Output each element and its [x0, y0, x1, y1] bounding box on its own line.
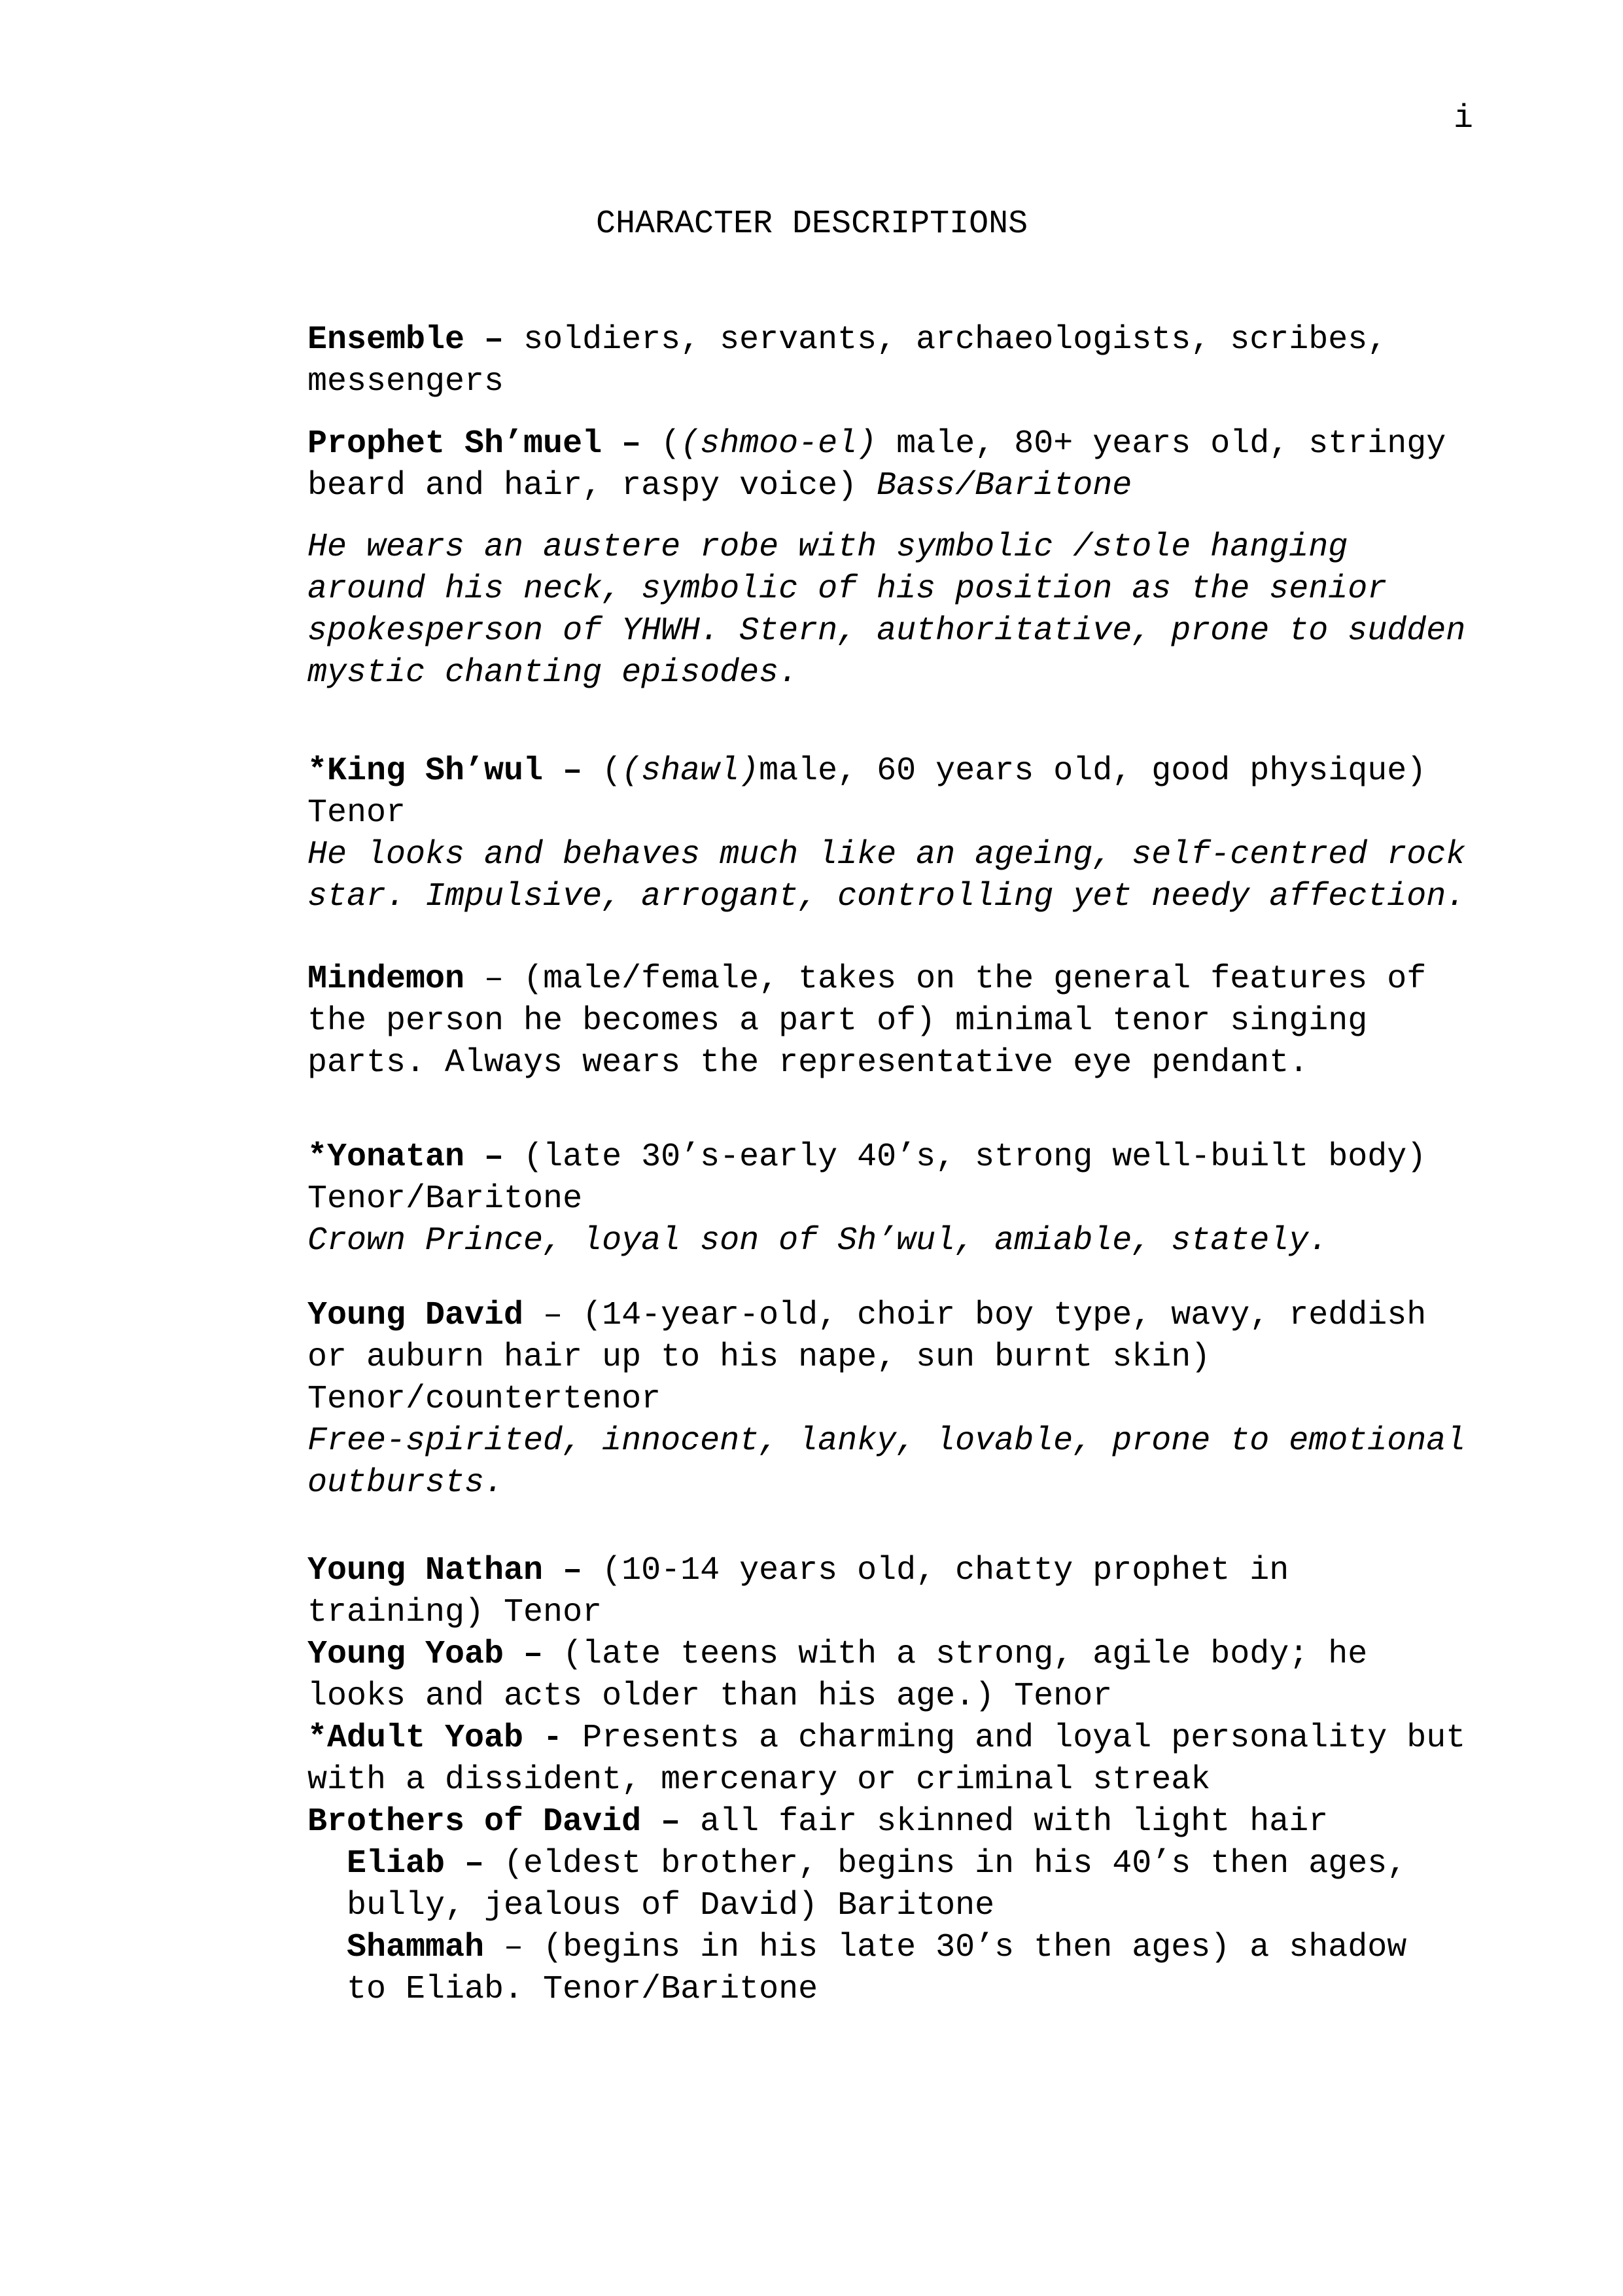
- character-name: Ensemble –: [307, 321, 524, 359]
- paren: (: [661, 425, 681, 463]
- character-description: (late 30’s-early 40’s, strong well-built body) Tenor/Baritone: [307, 1139, 1427, 1218]
- character-description: male, 80+ years old, stringy beard and hair, raspy voice): [307, 425, 1446, 504]
- character-entry-young-david: [307, 1295, 1475, 1504]
- character-name: Shammah: [347, 1929, 485, 1966]
- character-entry-eliab: [347, 1843, 1436, 1927]
- character-entry-yonatan: [307, 1137, 1475, 1262]
- pronunciation: (shmoo-el): [680, 425, 877, 463]
- character-entry-group: [307, 1550, 1475, 1843]
- character-name: Prophet Sh’muel –: [307, 425, 661, 463]
- character-personality: Free-spirited, innocent, lanky, lovable, prone to emotional outbursts.: [307, 1422, 1466, 1502]
- voice-type: Bass/Baritone: [877, 467, 1132, 504]
- character-entry-mindemon: [307, 959, 1475, 1084]
- character-name: Brothers of David –: [307, 1803, 701, 1841]
- page-title: CHARACTER DESCRIPTIONS: [596, 205, 1028, 243]
- character-name: *Adult Yoab -: [307, 1720, 583, 1757]
- character-description: – (begins in his late 30’s then ages) a shadow to Eliab. Tenor/Baritone: [347, 1929, 1407, 2008]
- character-personality: Crown Prince, loyal son of Sh’wul, amiable, stately.: [307, 1222, 1329, 1260]
- character-description: Presents a charming and loyal personality but with a dissident, mercenary or criminal streak: [307, 1720, 1466, 1799]
- character-description: soldiers, servants, archaeologists, scribes, messengers: [307, 321, 1387, 400]
- character-name: Mindemon: [307, 961, 465, 998]
- character-description: (eldest brother, begins in his 40’s then ages, bully, jealous of David) Baritone: [347, 1845, 1407, 1924]
- character-description: – (male/female, takes on the general features of the person he becomes a part of) minimal tenor singing parts. Always wears the representative eye pendant.: [307, 961, 1427, 1082]
- character-description: (14-year-old, choir boy type, wavy, reddish or auburn hair up to his nape, sun burnt skin) Tenor/countertenor: [307, 1297, 1427, 1418]
- character-entry-prophet-shmuel: [307, 423, 1475, 507]
- pronunciation: (shawl): [621, 752, 759, 790]
- character-description: male, 60 years old, good physique) Tenor: [307, 752, 1427, 832]
- character-name: Young Nathan –: [307, 1552, 602, 1589]
- character-name: Young David: [307, 1297, 544, 1334]
- character-personality: He looks and behaves much like an ageing, self-centred rock star. Impulsive, arrogant, controlling yet needy affection.: [307, 836, 1466, 915]
- character-name: Eliab –: [347, 1845, 504, 1882]
- character-entry-shammah: [347, 1927, 1436, 2011]
- character-name: *Yonatan –: [307, 1139, 524, 1176]
- character-description: all fair skinned with light hair: [700, 1803, 1329, 1841]
- character-name: *King Sh’wul –: [307, 752, 602, 790]
- dash: –: [543, 1297, 583, 1334]
- page-number: i: [1454, 100, 1474, 137]
- character-descriptions-body: [307, 319, 1475, 2011]
- character-entry-king-shwul: [307, 751, 1475, 918]
- character-costume-note: He wears an austere robe with symbolic /stole hanging around his neck, symbolic of his position as the senior spokesperson of YHWH. Stern, authoritative, prone to sudden mystic chanting episodes.: [307, 529, 1466, 692]
- character-description: (10-14 years old, chatty prophet in training) Tenor: [307, 1552, 1289, 1631]
- character-description: (late teens with a strong, agile body; he looks and acts older than his age.) Tenor: [307, 1636, 1368, 1715]
- paren: (: [602, 752, 622, 790]
- character-entry-ensemble: [307, 319, 1475, 403]
- character-name: Young Yoab –: [307, 1636, 563, 1673]
